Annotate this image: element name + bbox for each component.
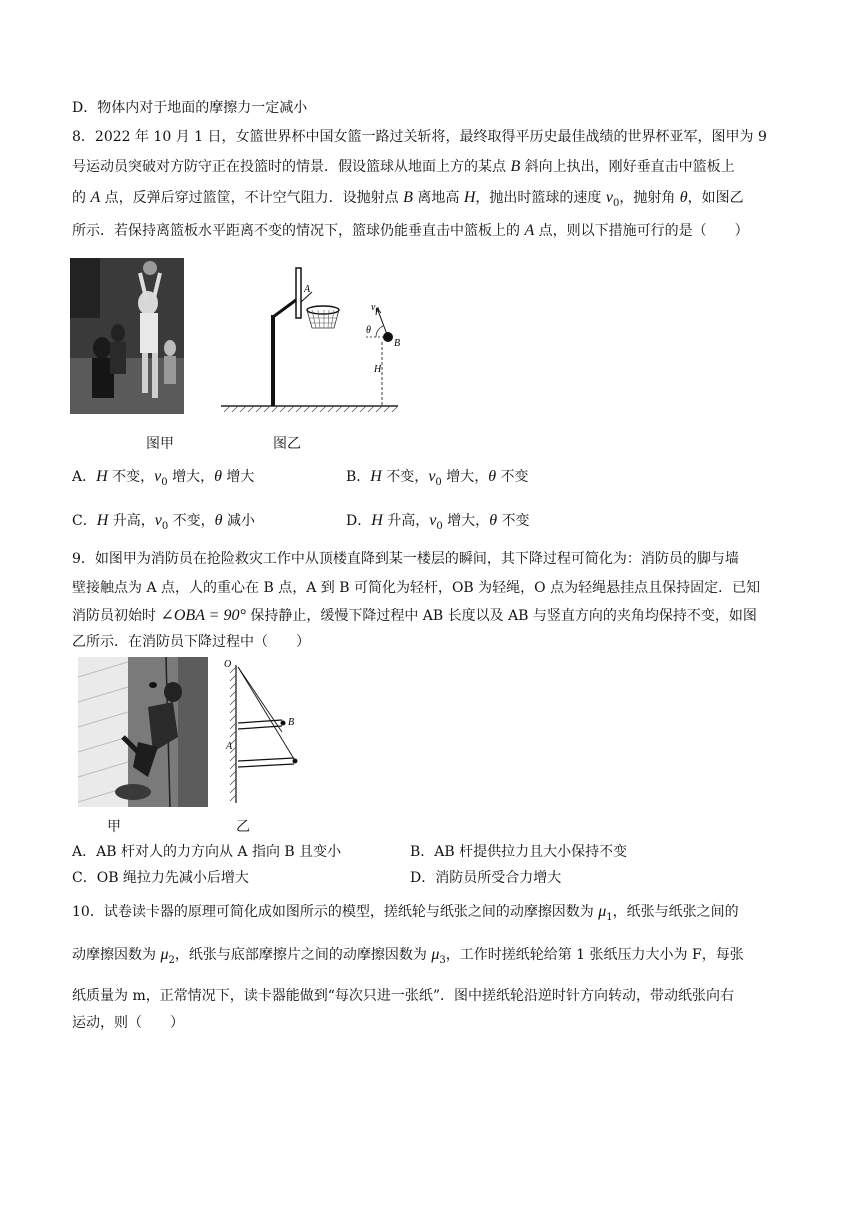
- q9-option-d[interactable]: D．消防员所受合力增大: [410, 870, 562, 886]
- point-b-label: B: [394, 338, 401, 349]
- point-o-label: O: [224, 659, 232, 670]
- q9-fig-label-1: 甲: [107, 819, 121, 835]
- point-a-label: A: [226, 741, 233, 752]
- theta-label: θ: [366, 325, 371, 336]
- theta-arc: [376, 326, 383, 337]
- basketball-diagram: [216, 240, 412, 418]
- q8-fig-label-2: 图乙: [273, 436, 301, 452]
- q8-option-b[interactable]: B．H 不变，$v_0$ 增大，θ 不变: [346, 468, 529, 488]
- basketball-photo: [70, 258, 184, 414]
- firefighter-photo: [78, 657, 208, 807]
- q9-line-2: 壁接触点为 A 点，人的重心在 B 点，A 到 B 可简化为轻杆，OB 为轻绳，O 点为轻绳悬挂点且保持固定．已知: [72, 580, 761, 596]
- q8-fig-label-1: 图甲: [146, 436, 174, 452]
- q8-line-1: 8．2022 年 10 月 1 日，女篮世界杯中国女篮一路过关斩将，最终取得平历史最佳战绩的世界杯亚军，图甲为 9: [72, 129, 767, 145]
- q9-line-3: 消防员初始时 ∠OBA = 90° 保持静止，缓慢下降过程中 AB 长度以及 AB 与竖直方向的夹角均保持不变，如图: [72, 607, 757, 624]
- q8-line-4: 所示．若保持离篮板水平距离不变的情况下，篮球仍能垂直击中篮板上的 A 点，则以下措施可行的是（ ）: [72, 222, 749, 239]
- q9-option-c[interactable]: C．OB 绳拉力先减小后增大: [72, 870, 249, 886]
- q9-line-1: 9．如图甲为消防员在抢险救灾工作中从顶楼直降到某一楼层的瞬间，其下降过程可简化为：消防员的脚与墙: [72, 551, 739, 567]
- q7-option-d: D．物体内对于地面的摩擦力一定减小: [72, 100, 308, 116]
- backboard: [296, 268, 301, 318]
- q10-line-2: 动摩擦因数为 $\mu_2$，纸张与底部摩擦片之间的动摩擦因数为 $\mu_3$，工作时搓纸轮给第 1 张纸压力大小为 F，每张: [72, 946, 744, 966]
- q8-option-a[interactable]: A．H 不变，$v_0$ 增大，θ 增大: [72, 468, 255, 488]
- height-h-label: H: [374, 364, 382, 375]
- q9-fig-label-2: 乙: [236, 819, 250, 835]
- q8-option-d[interactable]: D．H 升高，$v_0$ 增大，θ 不变: [346, 512, 530, 532]
- ground-hatch: [224, 406, 398, 412]
- q8-line-2: 号运动员突破对方防守正在投篮时的情景．假设篮球从地面上方的某点 B 斜向上执出，刚好垂直击中篮板上: [72, 158, 735, 175]
- q9-option-b[interactable]: B．AB 杆提供拉力且大小保持不变: [410, 844, 628, 860]
- hoop-pole: [271, 315, 275, 406]
- point-b-label: B: [288, 717, 295, 728]
- q10-line-1: 10．试卷读卡器的原理可简化成如图所示的模型，搓纸轮与纸张之间的动摩擦因数为 $\mu_1$，纸张与纸张之间的: [72, 903, 739, 923]
- q10-line-3: 纸质量为 m，正常情况下，读卡器能做到“每次只进一张纸”．图中搓纸轮沿逆时针方向转动，带动纸张向右: [72, 988, 735, 1004]
- firefighter-diagram: [208, 657, 324, 807]
- q8-line-3: 的 A 点，反弹后穿过篮筐，不计空气阻力．设抛射点 B 离地高 H，抛出时篮球的速度 $v_0$，抛射角 θ，如图乙: [72, 189, 744, 209]
- hoop-arm: [273, 300, 296, 317]
- point-b-dot-1: [281, 721, 286, 726]
- q10-line-4: 运动，则（ ）: [72, 1015, 184, 1031]
- q9-option-a[interactable]: A．AB 杆对人的力方向从 A 指向 B 且变小: [72, 844, 342, 860]
- q9-line-4: 乙所示．在消防员下降过程中（ ）: [72, 634, 310, 650]
- hoop-net-strings: [312, 310, 334, 328]
- point-b-dot-2: [293, 759, 298, 764]
- hoop-rim: [307, 306, 339, 314]
- v0-label: $v_0$: [371, 302, 379, 314]
- point-a-label: A: [304, 284, 311, 295]
- q8-option-c[interactable]: C．H 升高，$v_0$ 不变，θ 减小: [72, 512, 255, 532]
